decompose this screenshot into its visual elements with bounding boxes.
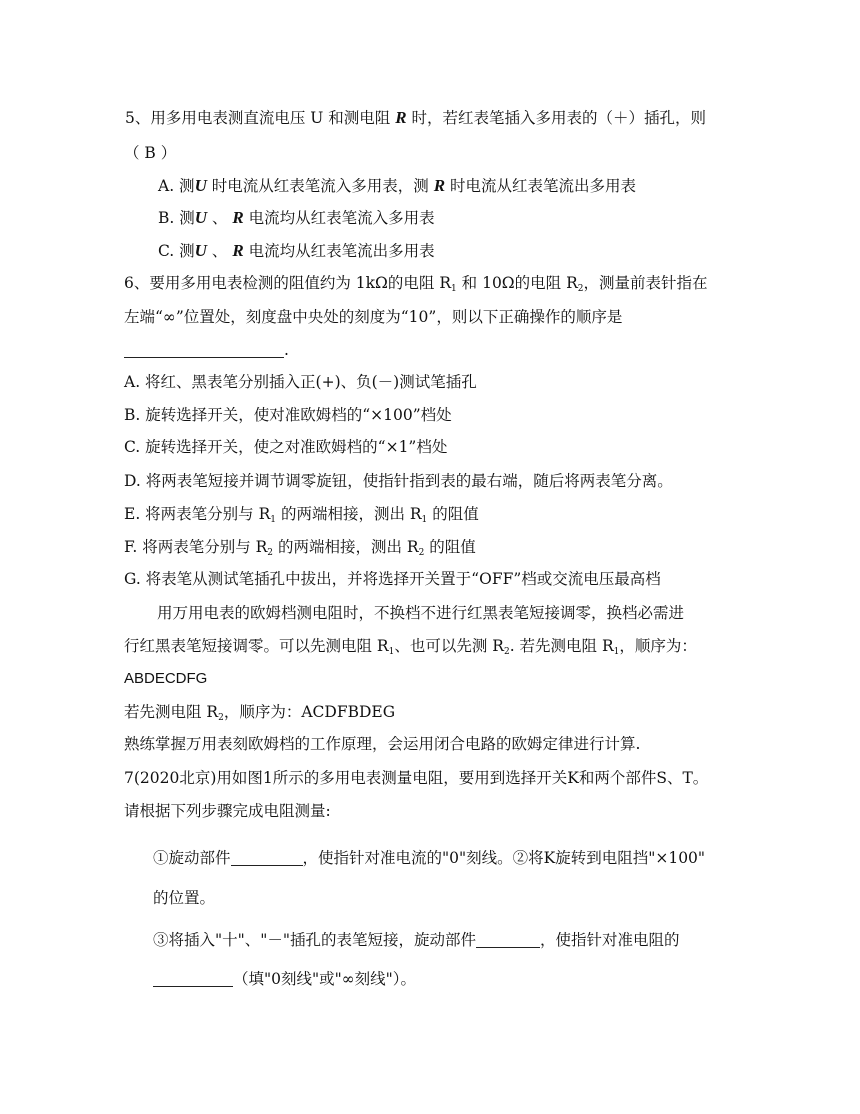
q6-order-2: 若先测电阻 $R_2$，顺序为：ACDFBDEG [124, 703, 396, 723]
q7-stem-line2: 请根据下列步骤完成电阻测量: [124, 802, 331, 820]
q5-answer: （ B ） [124, 144, 177, 162]
q6-answer-blank: . [124, 340, 289, 360]
q7-step3: ③将插入"十"、"－"插孔的表笔短接，旋动部件 ，使指针对准电阻的 [153, 931, 680, 949]
q6-option-d: D. 将两表笔短接并调节调零旋钮，使指针指到表的最右端，随后将两表笔分离。 [124, 472, 673, 490]
q6-explanation-line2: 行红黑表笔短接调零。可以先测电阻 $R_1$、也可以先测 $R_2$. 若先测电阻 $R_1$，顺序为： [124, 637, 697, 657]
q7-stem-line1: 7(2020北京)用如图1所示的多用电表测量电阻，要用到选择开关K和两个部件S、T。 [124, 769, 709, 787]
q6-option-g: G. 将表笔从测试笔插孔中拔出，并将选择开关置于“OFF”档或交流电压最高档 [124, 570, 661, 588]
q6-option-f: F. 将两表笔分别与 $R_2$ 的两端相接，测出 $R_2$ 的阻值 [124, 538, 476, 558]
q7-step1-cont: 的位置。 [153, 889, 216, 907]
q7-step3-cont: （填"0刻线"或"∞刻线"）。 [153, 969, 416, 989]
q6-option-a: A. 将红、黑表笔分别插入正(+)、负(－)测试笔插孔 [124, 373, 477, 391]
q5-option-b: B. 测U 、 R 电流均从红表笔流入多用表 [158, 208, 435, 227]
q7-step1: ①旋动部件 ，使指针对准电流的"0"刻线。②将K旋转到电阻挡"×100" [153, 849, 706, 867]
q5-option-c: C. 测U 、 R 电流均从红表笔流出多用表 [158, 241, 435, 260]
q5-option-a: A. 测U 时电流从红表笔流入多用表，测 R 时电流从红表笔流出多用表 [158, 176, 636, 195]
q5-stem-line1: 5、用多用电表测直流电压 U 和测电阻 R 时，若红表笔插入多用表的（＋）插孔，则 [125, 108, 706, 127]
q6-option-e: E. 将两表笔分别与 $R_1$ 的两端相接，测出 $R_1$ 的阻值 [124, 505, 479, 525]
answer-blank-line [476, 933, 540, 948]
q6-stem-line2: 左端“∞”位置处，刻度盘中央处的刻度为“10”，则以下正确操作的顺序是 [124, 308, 623, 326]
answer-blank-line [231, 851, 303, 866]
q6-explanation-line1: 用万用电表的欧姆档测电阻时，不换档不进行红黑表笔短接调零，换档必需进 [157, 604, 685, 622]
answer-blank-line [153, 972, 233, 987]
q6-order-1: ABDECDFG [124, 670, 208, 687]
q6-option-b: B. 旋转选择开关，使对准欧姆档的“×100”档处 [124, 406, 452, 424]
q6-option-c: C. 旋转选择开关，使之对准欧姆档的“×1”档处 [124, 438, 448, 456]
answer-blank-line [124, 343, 284, 358]
q6-explanation-summary: 熟练掌握万用表刻欧姆档的工作原理，会运用闭合电路的欧姆定律进行计算. [124, 735, 641, 753]
q6-stem-line1: 6、要用多用电表检测的阻值约为 1kΩ的电阻 $R_1$ 和 10Ω的电阻 $R_2$，测量前表针指在 [124, 274, 708, 294]
